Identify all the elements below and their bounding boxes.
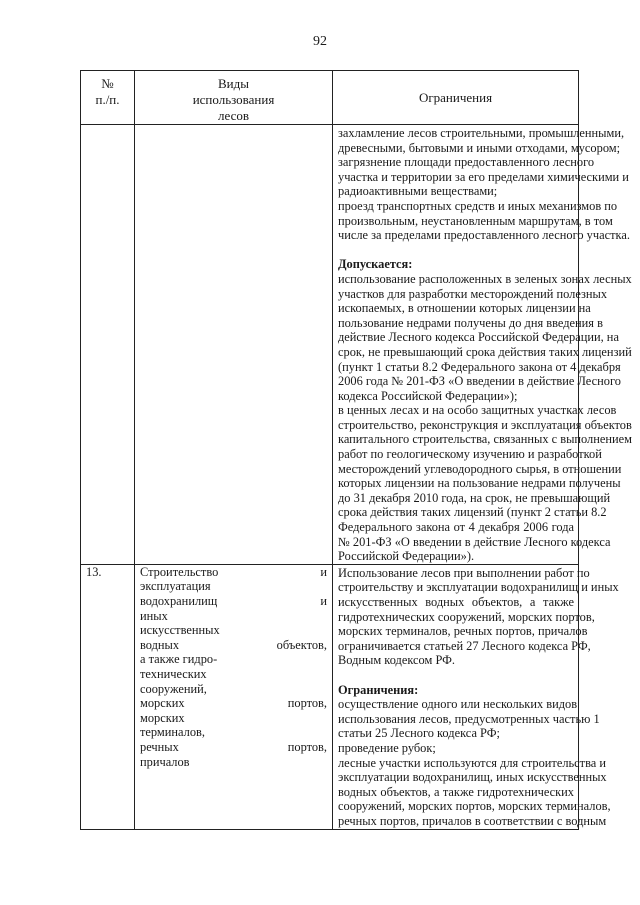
- text-line: числе за пределами предоставленного лесного участка.: [338, 228, 630, 243]
- text-line: действие Лесного кодекса Российской Федерации, на: [338, 330, 619, 345]
- header-number-line: п./п.: [95, 92, 120, 107]
- row-limitations-cell: [333, 564, 619, 829]
- header-use-type-line: Виды: [218, 76, 249, 91]
- text-line: гидротехнических сооружений, морских портов,: [338, 609, 595, 624]
- header-use-type-line: использования: [192, 92, 275, 107]
- header-number: [81, 71, 135, 125]
- text-line: ограничивается статьей 27 Лесного кодекса РФ,: [338, 638, 591, 653]
- text-line: до 31 декабря 2010 года, на срок, не превышающий: [338, 490, 611, 505]
- table-header-row: [81, 71, 579, 125]
- text-line: технических: [140, 666, 207, 681]
- text-line: работ по геологическому изучению и разработкой: [338, 447, 602, 462]
- text-line: использования лесов, предусмотренных частью 1: [338, 711, 600, 726]
- text-line: морских портов,: [140, 696, 327, 711]
- text-line: месторождений углеводородного сырья, в отношении: [338, 461, 622, 476]
- text-line: искусственных: [140, 623, 220, 638]
- header-use-type-line: лесов: [218, 108, 249, 123]
- table-row: [81, 125, 579, 565]
- text-line: участков для разработки месторождений полезных: [338, 286, 608, 301]
- blank-line: [338, 243, 574, 258]
- text-line: водных объектов, а также гидротехнических: [338, 784, 574, 799]
- text-line: строительству и эксплуатации водохранилищ и иных: [338, 580, 619, 595]
- text-line: кодекса Российской Федерации»);: [338, 388, 518, 403]
- text-line: Водным кодексом РФ.: [338, 653, 456, 668]
- text-line: древесными, бытовыми и иными отходами, мусором;: [338, 140, 621, 155]
- text-line: радиоактивными веществами;: [338, 184, 498, 199]
- text-line: срока действия таких лицензий (пункт 2 статьи 8.2: [338, 505, 607, 520]
- text-line: в ценных лесах и на особо защитных участках лесов: [338, 403, 617, 418]
- text-line: морских: [140, 710, 185, 725]
- text-line: № 201-ФЗ «О введении в действие Лесного кодекса: [338, 534, 611, 549]
- text-line: водных объектов,: [140, 637, 327, 652]
- text-line: проезд транспортных средств и иных механизмов по: [338, 198, 618, 213]
- row-use-type-cell: [135, 125, 333, 565]
- section-heading: Допускается:: [338, 257, 413, 272]
- text-line: произвольным, неустановленным маршрутам, в том: [338, 213, 613, 228]
- row-use-type-cell: [135, 564, 333, 829]
- header-number-line: №: [101, 76, 114, 91]
- text-line: капитального строительства, связанных с выполнением: [338, 432, 632, 447]
- text-line: осуществление одного или нескольких видов: [338, 697, 578, 712]
- text-line: сооружений,: [140, 681, 207, 696]
- text-line: 2006 года № 201-ФЗ «О введении в действие Лесного: [338, 374, 621, 389]
- table-row: [81, 564, 579, 829]
- text-line: проведение рубок;: [338, 740, 436, 755]
- header-use-type: [135, 71, 333, 125]
- text-line: которых лицензии на пользование недрами получены: [338, 476, 621, 491]
- text-line: водохранилищ и: [140, 594, 327, 608]
- text-line: речных портов,: [140, 739, 327, 754]
- header-limitations: Ограничения: [333, 71, 579, 125]
- text-line: сооружений, морских портов, морских терминалов,: [338, 799, 611, 814]
- text-line: срок, не превышающий срока действия таких лицензий: [338, 344, 632, 359]
- text-line: строительство, реконструкция и эксплуатация объектов: [338, 417, 632, 432]
- text-line: эксплуатация: [140, 579, 211, 594]
- text-line: эксплуатации водохранилищ, иных искусственных: [338, 770, 607, 785]
- text-line: (пункт 1 статьи 8.2 Федерального закона от 4 декабря: [338, 359, 621, 374]
- blank-line: [338, 668, 574, 683]
- text-line: загрязнение площади предоставленного лесного: [338, 155, 595, 170]
- text-line: а также гидро-: [140, 652, 218, 667]
- row-number-cell: 13.: [81, 564, 135, 829]
- text-line: Строительство и: [140, 564, 327, 579]
- page-number: 92: [313, 34, 327, 49]
- text-line: морских терминалов, речных портов, причалов: [338, 624, 588, 639]
- text-line: ископаемых, в отношении которых лицензии на: [338, 301, 591, 316]
- text-line: терминалов,: [140, 725, 205, 740]
- text-line: лесные участки используются для строительства и: [338, 755, 606, 770]
- text-line: иных: [140, 608, 168, 623]
- text-line: искусственных водных объектов, а также: [338, 595, 574, 609]
- row-number-cell: [81, 125, 135, 565]
- text-line: использование расположенных в зеленых зонах лесных: [338, 271, 632, 286]
- forest-use-table: [80, 70, 632, 830]
- text-line: Российской Федерации»).: [338, 549, 475, 564]
- row-limitations-cell: [333, 125, 632, 565]
- text-line: статьи 25 Лесного кодекса РФ;: [338, 726, 500, 741]
- text-line: речных портов, причалов в соответствии с водным: [338, 813, 607, 828]
- text-line: Федерального закона от 4 декабря 2006 года: [338, 520, 574, 535]
- text-line: участка и территории за его пределами химическими и: [338, 169, 629, 184]
- text-line: пользование недрами получены до дня введения в: [338, 315, 603, 330]
- text-line: причалов: [140, 754, 190, 769]
- text-line: захламление лесов строительными, промышленными,: [338, 126, 625, 140]
- section-heading: Ограничения:: [338, 682, 419, 697]
- text-line: Использование лесов при выполнении работ по: [338, 565, 590, 580]
